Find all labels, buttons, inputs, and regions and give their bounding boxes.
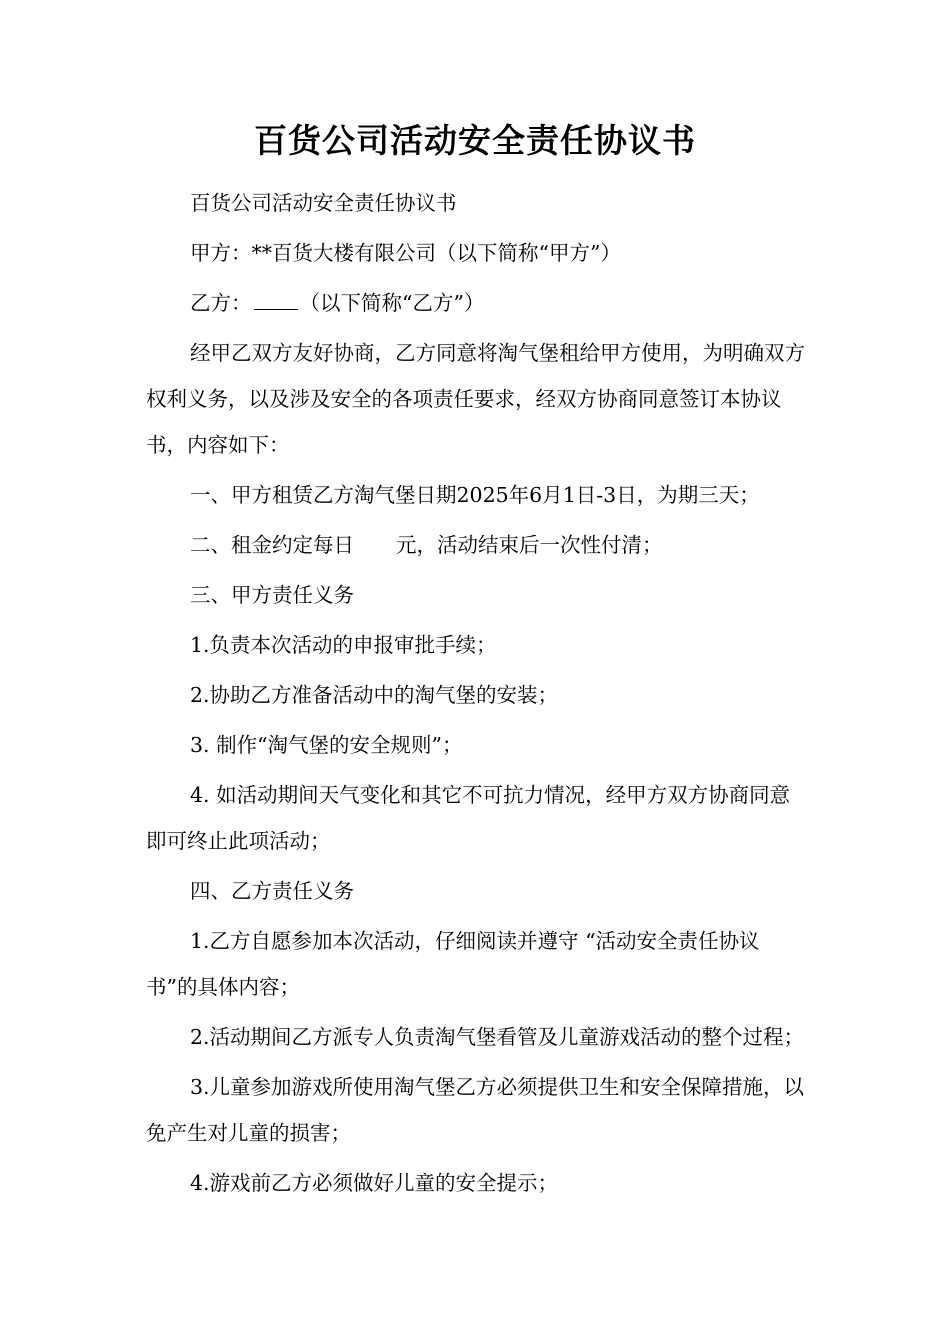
clause-2-suffix: 元，活动结束后一次性付清； (396, 533, 663, 557)
party-b-prefix: 乙方： (190, 291, 252, 315)
intro-paragraph: 经甲乙双方友好协商，乙方同意将淘气堡租给甲方使用，为明确双方权利义务，以及涉及安全的各项责任要求，经双方协商同意签订本协议书，内容如下： (146, 341, 805, 457)
b-item-4: 4.游戏前乙方必须做好儿童的安全提示； (190, 1171, 559, 1195)
b-item-1: 1.乙方自愿参加本次活动，仔细阅读并遵守 “活动安全责任协议书”的具体内容； (146, 929, 760, 999)
party-a-paragraph: 甲方：**百货大楼有限公司（以下简称“甲方”） (190, 241, 621, 265)
b-item-2: 2.活动期间乙方派专人负责淘气堡看管及儿童游戏活动的整个过程； (190, 1025, 805, 1049)
section-4-heading: 四、乙方责任义务 (190, 879, 354, 903)
clause-2-paragraph (146, 522, 806, 568)
a-item-2: 2.协助乙方准备活动中的淘气堡的安装； (190, 683, 559, 707)
b-item-3: 3.儿童参加游戏所使用淘气堡乙方必须提供卫生和安全保障措施，以免产生对儿童的损害； (146, 1075, 805, 1145)
a-item-1: 1.负责本次活动的申报审批手续； (190, 633, 497, 657)
party-b-suffix: （以下简称“乙方”） (299, 291, 485, 315)
party-b-paragraph (146, 280, 806, 326)
a-item-4: 4. 如活动期间天气变化和其它不可抗力情况，经甲方双方协商同意即可终止此项活动； (146, 783, 791, 853)
document-body (146, 180, 806, 1206)
section-3-heading: 三、甲方责任义务 (190, 583, 354, 607)
subtitle-paragraph: 百货公司活动安全责任协议书 (190, 191, 457, 215)
a-item-3: 3. 制作“淘气堡的安全规则”； (190, 733, 463, 757)
clause-2-prefix: 二、租金约定每日 (190, 533, 354, 557)
document-title: 百货公司活动安全责任协议书 (254, 121, 696, 160)
clause-1-paragraph: 一、甲方租赁乙方淘气堡日期2025年6月1日-3日，为期三天； (190, 483, 760, 507)
party-b-blank-line (254, 289, 298, 310)
